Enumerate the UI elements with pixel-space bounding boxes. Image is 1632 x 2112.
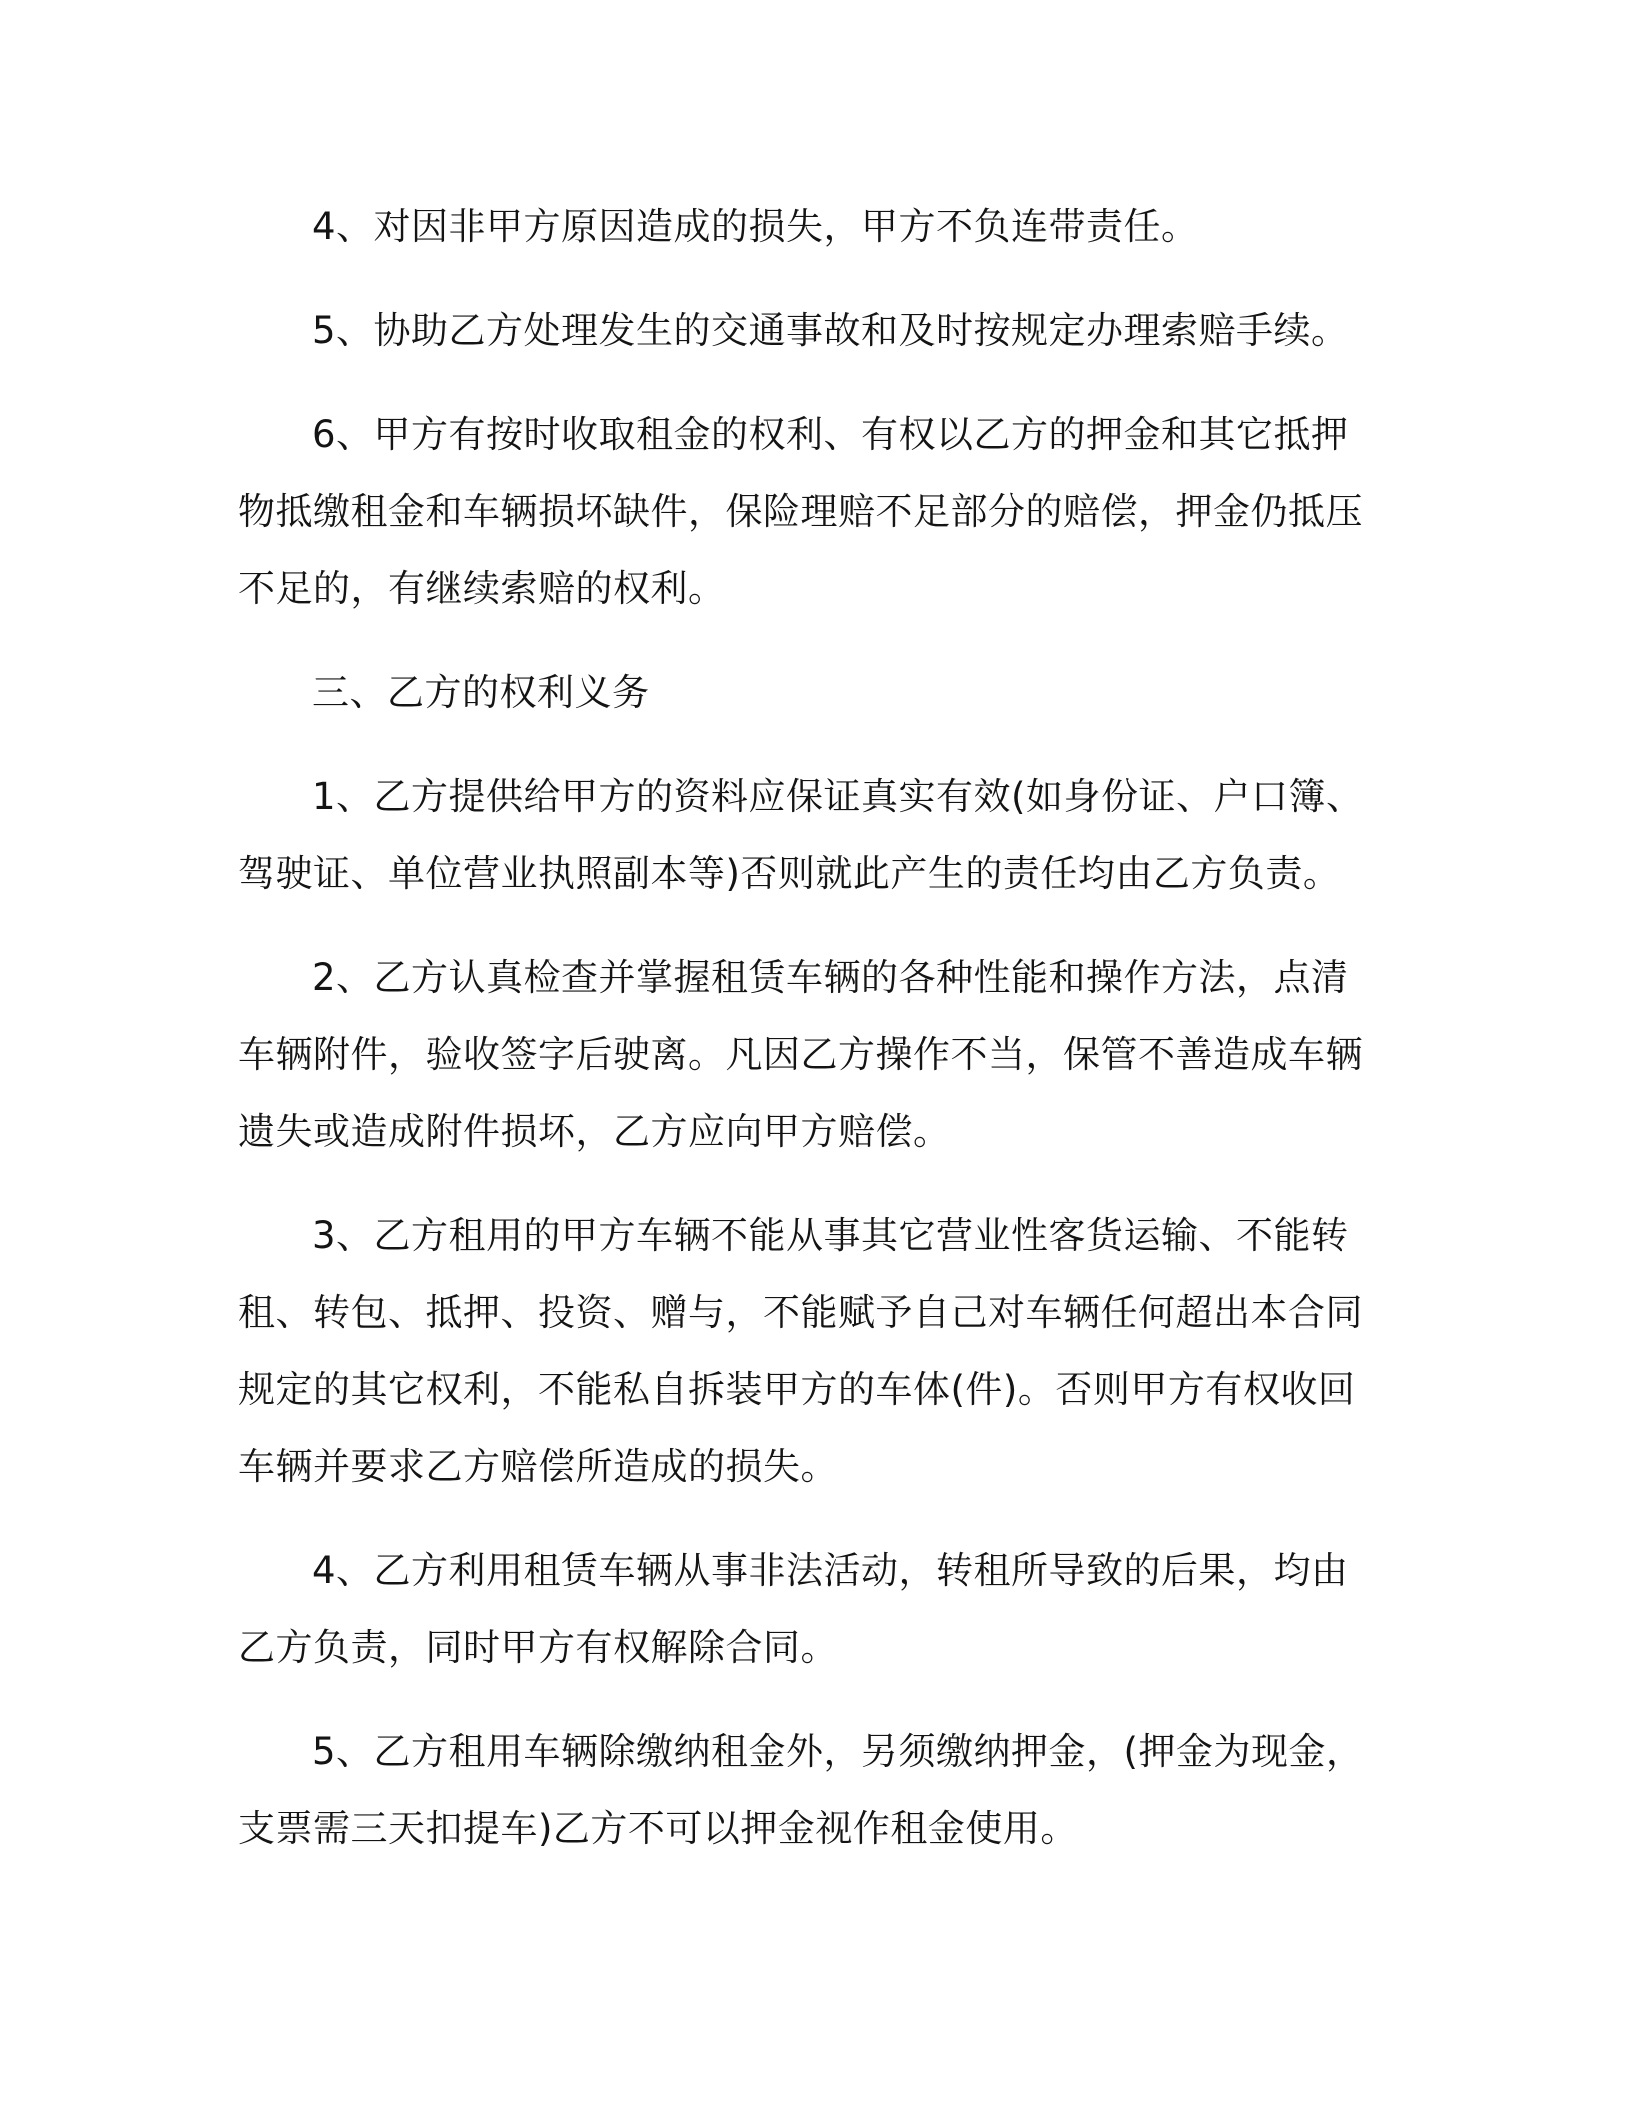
document-body bbox=[238, 188, 1378, 1894]
clause-a-6: 6、甲方有按时收取租金的权利、有权以乙方的押金和其它抵押物抵缴租金和车辆损坏缺件，保险理赔不足部分的赔偿，押金仍抵压不足的，有继续索赔的权利。 bbox=[238, 413, 1363, 610]
section-heading: 三、乙方的权利义务 bbox=[312, 671, 650, 714]
clause-b-4: 4、乙方利用租赁车辆从事非法活动，转租所导致的后果，均由乙方负责，同时甲方有权解除合同。 bbox=[238, 1549, 1349, 1669]
clause-b-1: 1、乙方提供给甲方的资料应保证真实有效(如身份证、户口簿、驾驶证、单位营业执照副本等)否则就此产生的责任均由乙方负责。 bbox=[238, 775, 1364, 895]
clause-b-2: 2、乙方认真检查并掌握租赁车辆的各种性能和操作方法，点清车辆附件，验收签字后驶离。凡因乙方操作不当，保管不善造成车辆遗失或造成附件损坏，乙方应向甲方赔偿。 bbox=[238, 956, 1363, 1153]
clause-b-3: 3、乙方租用的甲方车辆不能从事其它营业性客货运输、不能转租、转包、抵押、投资、赠与，不能赋予自己对车辆任何超出本合同规定的其它权利，不能私自拆装甲方的车体(件)。否则甲方有权收回车辆并要求乙方赔偿所造成的损失。 bbox=[238, 1214, 1363, 1488]
clause-a-5: 5、协助乙方处理发生的交通事故和及时按规定办理索赔手续。 bbox=[312, 309, 1349, 352]
clause-a-4: 4、对因非甲方原因造成的损失，甲方不负连带责任。 bbox=[312, 205, 1199, 248]
clause-b-5: 5、乙方租用车辆除缴纳租金外，另须缴纳押金，(押金为现金，支票需三天扣提车)乙方不可以押金视作租金使用。 bbox=[238, 1730, 1364, 1850]
